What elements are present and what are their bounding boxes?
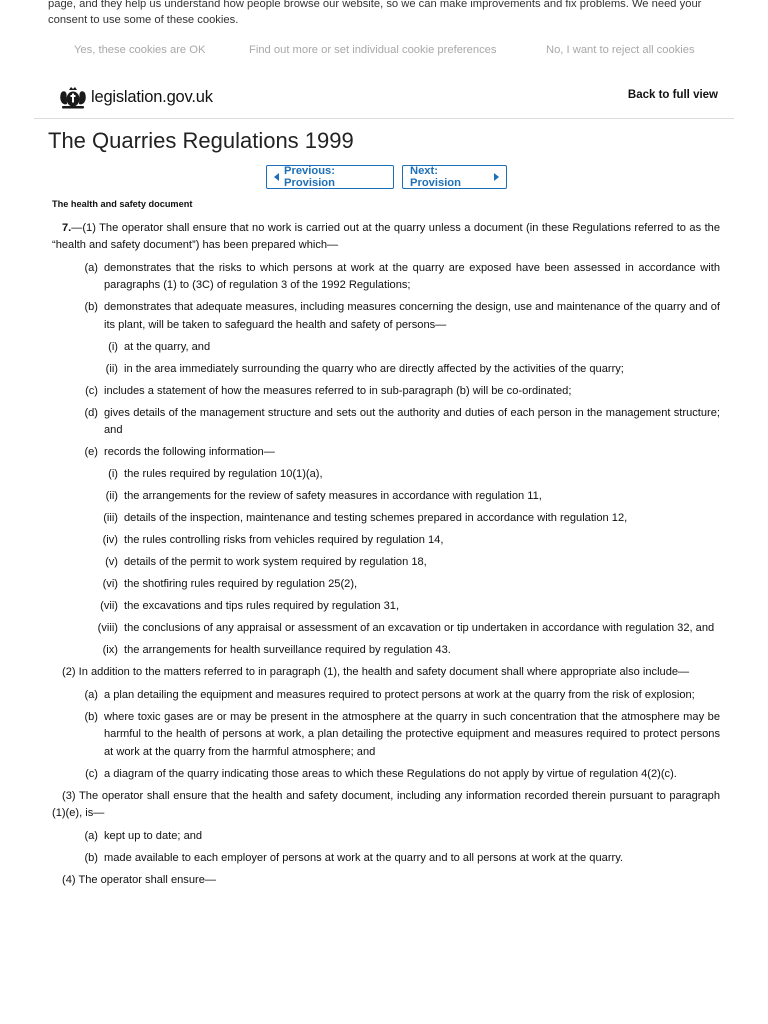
list-item bbox=[52, 299, 720, 334]
royal-crest-icon bbox=[58, 84, 88, 110]
reject-cookies-button[interactable]: No, I want to reject all cookies bbox=[546, 44, 695, 56]
sub-list-item-text: details of the permit to work system required by regulation 18, bbox=[124, 556, 427, 568]
list-item-label: (c) bbox=[85, 767, 98, 780]
sub-list-item bbox=[52, 620, 720, 638]
legislation-document bbox=[52, 196, 720, 894]
sub-list-item-label: (ix) bbox=[102, 644, 118, 656]
provision-navigation bbox=[266, 165, 507, 189]
list-item-text: records the following information— bbox=[104, 446, 275, 458]
sub-list-item-label: (ii) bbox=[105, 362, 118, 375]
sub-list-item-label: (vii) bbox=[100, 600, 118, 612]
list-item-label: (a) bbox=[84, 261, 98, 274]
page-title: The Quarries Regulations 1999 bbox=[48, 128, 354, 153]
back-to-full-view-link[interactable]: Back to full view bbox=[627, 89, 718, 101]
sub-list-item-label: (iv) bbox=[102, 534, 118, 546]
list-item bbox=[52, 444, 720, 462]
list-item-text: kept up to date; and bbox=[104, 829, 203, 842]
list-item-label: (c) bbox=[85, 384, 98, 397]
sub-list-item-label: (v) bbox=[105, 556, 118, 568]
triangle-right-icon bbox=[494, 173, 499, 181]
sub-list-item-text: the conclusions of any appraisal or assessment of an excavation or tip undertaken in accordance with regulation 32, and bbox=[124, 622, 715, 634]
sub-list-item bbox=[52, 532, 720, 550]
sub-list-item-label: (i) bbox=[108, 468, 118, 480]
list-item-label: (a) bbox=[84, 829, 98, 842]
list-item bbox=[52, 828, 720, 846]
list-item bbox=[52, 687, 720, 705]
sub-list-item bbox=[52, 510, 720, 528]
list-item-text: made available to each employer of persons at work at the quarry and to all persons at work at the quarry. bbox=[104, 851, 624, 864]
triangle-left-icon bbox=[274, 173, 279, 181]
previous-provision-label: Previous: Provision bbox=[284, 165, 335, 189]
sub-list-item-label: (iii) bbox=[103, 512, 118, 524]
list-item-text: a diagram of the quarry indicating those areas to which these Regulations do not apply by virtue of regulation 4(2)(c). bbox=[104, 767, 677, 780]
list-item-text: demonstrates that the risks to which persons at work at the quarry are exposed have been assessed in accordance with paragraphs (1) to (3C) of regulation 3 of the 1992 Regulations; bbox=[104, 261, 720, 291]
sub-list-item-text: the excavations and tips rules required by regulation 31, bbox=[124, 600, 400, 612]
sub-list-item-label: (ii) bbox=[105, 490, 118, 502]
sub-list-item bbox=[52, 642, 720, 660]
sub-list-item bbox=[52, 554, 720, 572]
sub-list-item bbox=[52, 598, 720, 616]
list-item-text: gives details of the management structure and sets out the authority and duties of each person in the management structure; and bbox=[104, 406, 720, 436]
cookie-banner-text: page, and they help us understand how people browse our website, so we can make improvements and fix problems. We need your consent to use some of these cookies. bbox=[48, 0, 702, 26]
paragraph-1-text: —(1) The operator shall ensure that no work is carried out at the quarry unless a document (in these Regulations referred to as the “health and safety document”) has been prepared which— bbox=[52, 221, 720, 251]
sub-list-item-text: the arrangements for the review of safety measures in accordance with regulation 11, bbox=[124, 490, 542, 502]
logo-text: legislation.gov.uk bbox=[91, 87, 213, 106]
sub-list-item bbox=[52, 361, 720, 379]
list-item bbox=[52, 405, 720, 440]
sub-list-item bbox=[52, 466, 720, 484]
list-item bbox=[52, 383, 720, 401]
sub-list-item-text: the rules required by regulation 10(1)(a), bbox=[124, 468, 323, 480]
list-item bbox=[52, 850, 720, 868]
paragraph-1 bbox=[52, 220, 720, 255]
cookie-preferences-link[interactable]: Find out more or set individual cookie preferences bbox=[249, 44, 497, 56]
list-item-text: includes a statement of how the measures referred to in sub-paragraph (b) will be co-ordinated; bbox=[104, 384, 572, 397]
list-item-label: (e) bbox=[84, 446, 98, 458]
list-item-label: (d) bbox=[84, 406, 98, 419]
accept-cookies-button[interactable]: Yes, these cookies are OK bbox=[74, 44, 206, 56]
list-item-label: (b) bbox=[84, 710, 98, 723]
list-item-text: where toxic gases are or may be present in the atmosphere at the quarry in such concentration that the atmosphere may be harmful to the health of persons at work, a plan detailing the protective equipment and measures required to protect persons at work at the quarry from the harmful atmosphere; and bbox=[104, 710, 720, 758]
sub-list-item-label: (viii) bbox=[97, 622, 118, 634]
site-header bbox=[34, 70, 734, 119]
section-heading: The health and safety document bbox=[52, 199, 193, 209]
sub-list-item-label: (i) bbox=[108, 340, 118, 353]
paragraph-2: (2) In addition to the matters referred to in paragraph (1), the health and safety document shall where appropriate also include— bbox=[62, 666, 690, 678]
list-item bbox=[52, 260, 720, 295]
sub-list-item bbox=[52, 576, 720, 594]
list-item-label: (b) bbox=[84, 301, 98, 313]
list-item-text: a plan detailing the equipment and measures required to protect persons at work at the quarry from the risk of explosion; bbox=[104, 688, 695, 701]
paragraph-4: (4) The operator shall ensure— bbox=[62, 873, 216, 886]
regulation-number: 7. bbox=[62, 221, 72, 234]
sub-list-item-text: at the quarry, and bbox=[124, 340, 211, 353]
cookie-banner bbox=[0, 0, 768, 70]
list-item-text: demonstrates that adequate measures, including measures concerning the design, use and maintenance of the quarry and of its plant, will be taken to safeguard the health and safety of persons— bbox=[104, 301, 720, 331]
sub-list-item-text: details of the inspection, maintenance and testing schemes prepared in accordance with regulation 12, bbox=[124, 512, 628, 524]
sub-list-item-label: (vi) bbox=[102, 578, 118, 590]
sub-list-item-text: the arrangements for health surveillance required by regulation 43. bbox=[124, 644, 451, 656]
next-provision-button[interactable] bbox=[402, 165, 507, 189]
list-item bbox=[52, 709, 720, 762]
sub-list-item-text: the shotfiring rules required by regulation 25(2), bbox=[124, 578, 358, 590]
next-provision-label: Next: Provision bbox=[410, 165, 461, 189]
previous-provision-button[interactable] bbox=[266, 165, 394, 189]
list-item-label: (a) bbox=[84, 688, 98, 701]
list-item bbox=[52, 766, 720, 784]
sub-list-item-text: the rules controlling risks from vehicles required by regulation 14, bbox=[124, 534, 444, 546]
paragraph-3: (3) The operator shall ensure that the health and safety document, including any information recorded therein pursuant to paragraph (1)(e), is— bbox=[52, 789, 720, 819]
site-logo[interactable] bbox=[58, 84, 213, 110]
sub-list-item-text: in the area immediately surrounding the quarry who are directly affected by the activities of the quarry; bbox=[124, 362, 624, 375]
sub-list-item bbox=[52, 488, 720, 506]
list-item-label: (b) bbox=[84, 851, 98, 864]
sub-list-item bbox=[52, 339, 720, 357]
